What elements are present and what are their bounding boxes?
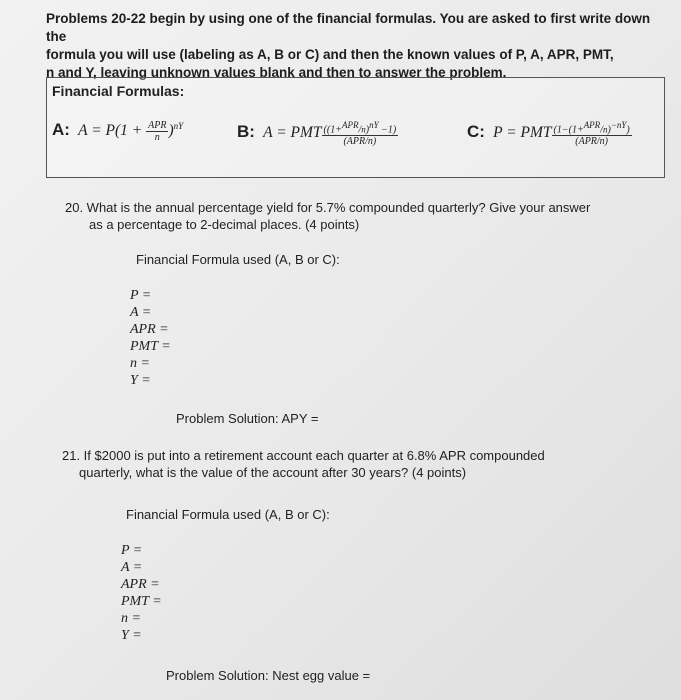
q20-var-p: P = <box>130 288 152 303</box>
formula-c-label: C: <box>467 122 485 142</box>
q20-var-y: Y = <box>130 373 151 388</box>
q20-known-values <box>130 287 171 389</box>
q20-formula-used-label: Financial Formula used (A, B or C): <box>136 252 340 267</box>
q21-known-values <box>121 542 162 644</box>
financial-formulas-box <box>46 77 665 178</box>
q20-var-n: n = <box>130 356 150 371</box>
formula-a-expression: A = P(1 + $\frac{\text{APR}}{n}$ )$^{nY}$ <box>78 120 184 143</box>
formulas-title: Financial Formulas: <box>52 83 185 99</box>
question-21 <box>62 447 622 481</box>
q21-var-y: Y = <box>121 628 142 643</box>
formula-a-label: A: <box>52 120 70 140</box>
question-21-line-1: 21. If $2000 is put into a retirement account each quarter at 6.8% APR compounded <box>62 448 545 463</box>
q20-solution-label: Problem Solution: APY = <box>176 411 319 426</box>
instructions <box>46 10 656 82</box>
question-20 <box>65 199 625 233</box>
instructions-line-3: n and Y, leaving unknown values blank and then to answer the problem. <box>46 65 507 80</box>
instructions-line-2: formula you will use (labeling as A, B or C) and then the known values of P, A, APR, PMT, <box>46 47 614 62</box>
formula-c-expression: P = PMT $\frac{(1-(1+^{APR}/n)^{-nY})}{\text{(APR/n)}}$ <box>493 120 630 148</box>
question-20-line-1: 20. What is the annual percentage yield for 5.7% compounded quarterly? Give your answer <box>65 200 591 215</box>
formula-b <box>237 120 398 147</box>
question-21-line-2: quarterly, what is the value of the account after 30 years? (4 points) <box>79 465 467 480</box>
formula-b-expression: A = PMT $\frac{((1+^{APR}/n)^{nY} -1)}{\text{(APR/n)}}$ <box>263 120 397 148</box>
q21-var-a: A = <box>121 560 143 575</box>
formula-a <box>52 120 183 143</box>
question-20-line-2: as a percentage to 2-decimal places. (4 points) <box>89 217 360 232</box>
instructions-line-1: Problems 20-22 begin by using one of the financial formulas. You are asked to first write down the <box>46 11 651 44</box>
formula-b-label: B: <box>237 122 255 142</box>
q21-var-n: n = <box>121 611 141 626</box>
q20-var-pmt: PMT = <box>130 339 171 354</box>
q21-var-pmt: PMT = <box>121 594 162 609</box>
q20-var-apr: APR = <box>130 322 169 337</box>
q21-var-apr: APR = <box>121 577 160 592</box>
q21-solution-label: Problem Solution: Nest egg value = <box>166 668 371 683</box>
q21-formula-used-label: Financial Formula used (A, B or C): <box>126 507 330 522</box>
q21-var-p: P = <box>121 543 143 558</box>
formula-c <box>467 120 632 147</box>
q20-var-a: A = <box>130 305 152 320</box>
